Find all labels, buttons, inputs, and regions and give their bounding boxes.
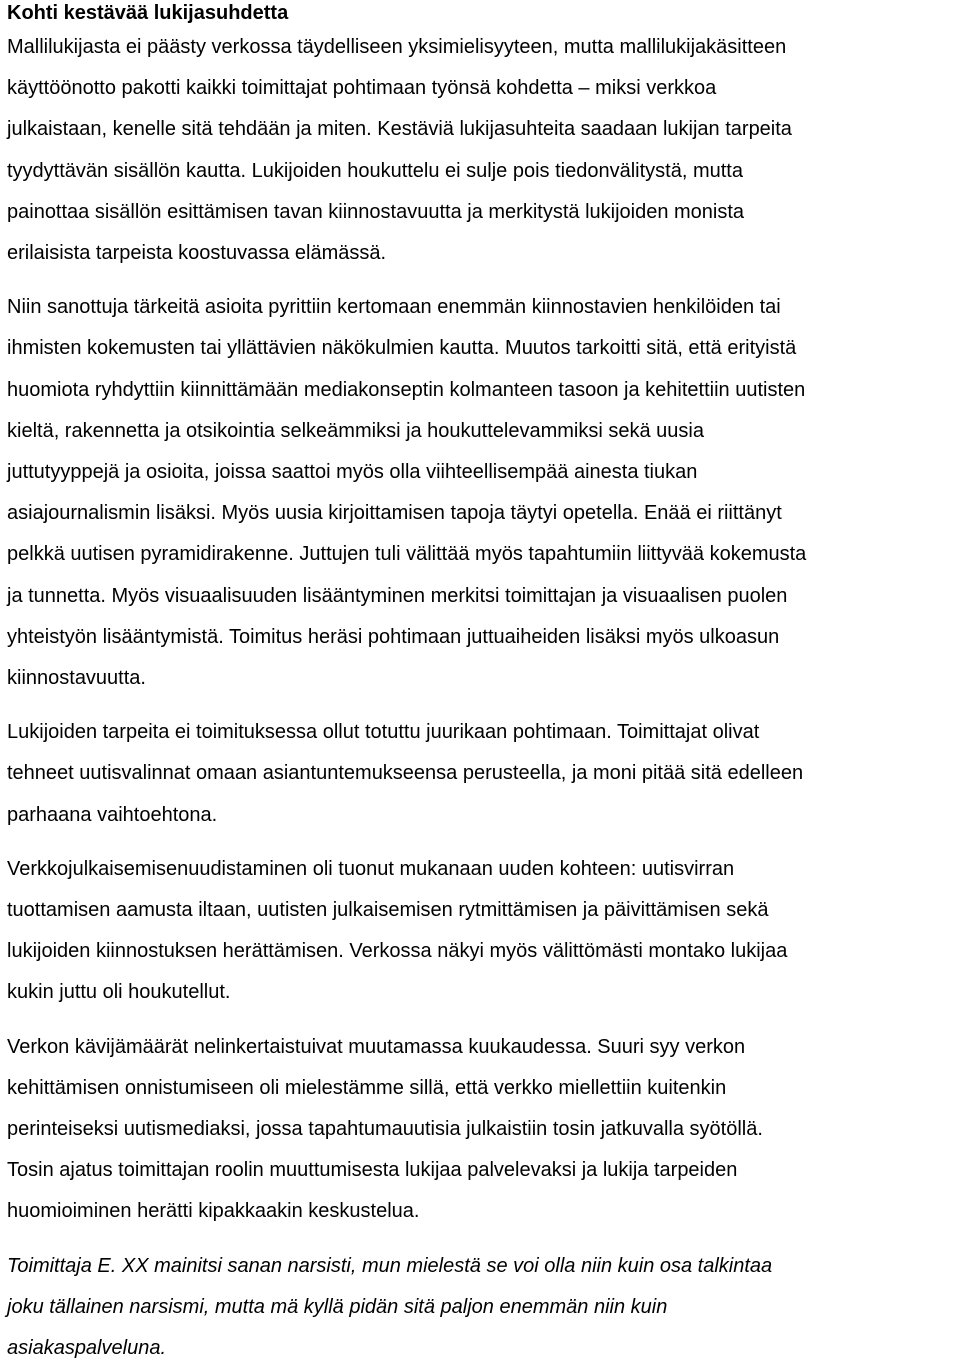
document-page (7, 0, 953, 1369)
paragraph-line: asiajournalismin lisäksi. Myös uusia kirjoittamisen tapoja täytyi opetella. Enää ei riittänyt (7, 502, 782, 525)
paragraph-5 (7, 1027, 953, 1233)
paragraph-line: tuottamisen aamusta iltaan, uutisten julkaisemisen rytmittämisen ja päivittämisen sekä (7, 899, 769, 922)
paragraph-line: perinteiseksi uutismediaksi, jossa tapahtumauutisia julkaistiin tosin jatkuvalla syötöllä. (7, 1118, 763, 1141)
paragraph-line: kehittämisen onnistumiseen oli mielestämme sillä, että verkko miellettiin kuitenkin (7, 1076, 727, 1099)
paragraph-line: Niin sanottuja tärkeitä asioita pyrittiin kertomaan enemmän kiinnostavien henkilöiden tai (7, 296, 781, 319)
paragraph-line: lukijoiden kiinnostuksen herättämisen. Verkossa näkyi myös välittömästi montako lukijaa (7, 940, 788, 963)
paragraph-line: Lukijoiden tarpeita ei toimituksessa ollut totuttu juurikaan pohtimaan. Toimittajat olivat (7, 721, 760, 744)
paragraph-4 (7, 849, 953, 1014)
paragraph-3 (7, 712, 953, 836)
paragraph-line: parhaana vaihtoehtona. (7, 803, 218, 826)
paragraph-line: ihmisten kokemusten tai yllättävien näkökulmien kautta. Muutos tarkoitti sitä, että erityistä (7, 337, 797, 360)
section-heading: Kohti kestävää lukijasuhdetta (7, 2, 289, 24)
paragraph-line: ja tunnetta. Myös visuaalisuuden lisääntyminen merkitsi toimittajan ja visuaalisen puolen (7, 584, 788, 607)
quote-line: joku tällainen narsismi, mutta mä kyllä pidän sitä paljon enemmän niin kuin (7, 1295, 668, 1318)
paragraph-line: Verkkojulkaisemisenuudistaminen oli tuonut mukanaan uuden kohteen: uutisvirran (7, 857, 735, 880)
paragraph-1 (7, 27, 953, 274)
quote-line: asiakaspalveluna. (7, 1337, 166, 1360)
paragraph-line: erilaisista tarpeista koostuvassa elämässä. (7, 242, 387, 265)
paragraph-line: Mallilukijasta ei päästy verkossa täydelliseen yksimielisyyteen, mutta mallilukijakäsitteen (7, 36, 787, 58)
paragraph-line: käyttöönotto pakotti kaikki toimittajat pohtimaan työnsä kohdetta – miksi verkkoa (7, 77, 717, 100)
paragraph-line: kukin juttu oli houkutellut. (7, 981, 231, 1004)
paragraph-line: kieltä, rakennetta ja otsikointia selkeämmiksi ja houkuttelevammiksi sekä uusia (7, 419, 704, 442)
paragraph-line: Tosin ajatus toimittajan roolin muuttumisesta lukijaa palvelevaksi ja lukija tarpeiden (7, 1159, 738, 1182)
paragraph-line: huomiota ryhdyttiin kiinnittämään mediakonseptin kolmanteen tasoon ja kehitettiin uutisten (7, 378, 806, 401)
paragraph-line: yhteistyön lisääntymistä. Toimitus heräsi pohtimaan juttuaiheiden lisäksi myös ulkoasun (7, 625, 780, 648)
paragraph-2 (7, 287, 953, 699)
paragraph-line: pelkkä uutisen pyramidirakenne. Juttujen tuli välittää myös tapahtumiin liittyvää kokemusta (7, 543, 807, 566)
paragraph-line: tehneet uutisvalinnat omaan asiantuntemukseensa perusteella, ja moni pitää sitä edelleen (7, 762, 804, 785)
paragraph-line: Verkon kävijämäärät nelinkertaistuivat muutamassa kuukaudessa. Suuri syy verkon (7, 1035, 746, 1058)
quote-line: Toimittaja E. XX mainitsi sanan narsisti, mun mielestä se voi olla niin kuin osa talkintaa (7, 1254, 773, 1277)
paragraph-line: julkaistaan, kenelle sitä tehdään ja miten. Kestäviä lukijasuhteita saadaan lukijan tarpeita (7, 118, 792, 141)
paragraph-line: painottaa sisällön esittämisen tavan kiinnostavuutta ja merkitystä lukijoiden monista (7, 200, 745, 223)
paragraph-line: juttutyyppejä ja osioita, joissa saattoi myös olla viihteellisempää ainesta tiukan (7, 461, 698, 484)
paragraph-line: kiinnostavuutta. (7, 667, 146, 690)
paragraph-line: tyydyttävän sisällön kautta. Lukijoiden houkuttelu ei sulje pois tiedonvälitystä, mutta (7, 159, 743, 182)
interview-quote (7, 1246, 953, 1369)
paragraph-line: huomioiminen herätti kipakkaakin keskustelua. (7, 1200, 420, 1223)
